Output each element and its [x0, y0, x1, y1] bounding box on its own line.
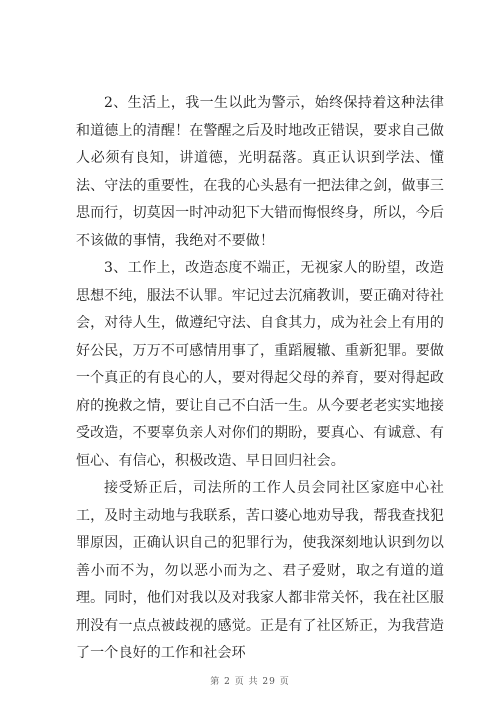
page-number: 第 2 页 共 29 页 — [210, 677, 290, 687]
page-footer — [0, 674, 500, 687]
paragraph-correction: 接受矫正后，司法所的工作人员会同社区家庭中心社工，及时主动地与我联系，苦口婆心地劝导我，帮我查找犯罪原因，正确认识自己的犯罪行为，使我深刻地认识到勿以善小而不为，勿以恶小而为之、君子爱财，取之有道的道理。同时，他们对我以及对我家人都非常关怀，我在社区服刑没有一点点被歧视的感觉。正是有了社区矫正，为我营造了一个良好的工作和社会环 — [76, 480, 444, 661]
paragraph-life: 2、生活上，我一生以此为警示，始终保持着这种法律和道德上的清醒！在警醒之后及时地改正错误，要求自己做人必须有良知，讲道德，光明磊落。真正认识到学法、懂法、守法的重要性，在我的心头悬有一把法律之剑，做事三思而行，切莫因一时冲动犯下大错而悔恨终身，所以，今后不该做的事情，我绝对不要做！ — [76, 95, 444, 249]
paragraph-work: 3、工作上，改造态度不端正，无视家人的盼望，改造思想不纯，服法不认罪。牢记过去沉痛教训，要正确对待社会，对待人生，做遵纪守法、自食其力，成为社会上有用的好公民，万万不可感情用事了，重蹈履辙、重新犯罪。要做一个真正的有良心的人，要对得起父母的养育，要对得起政府的挽救之情，要让自己不白活一生。从今要老老实实地接受改造，不要辜负亲人对你们的期盼，要真心、有诚意、有恒心、有信心，积极改造、早日回归社会。 — [76, 260, 444, 469]
document-body — [76, 90, 444, 668]
